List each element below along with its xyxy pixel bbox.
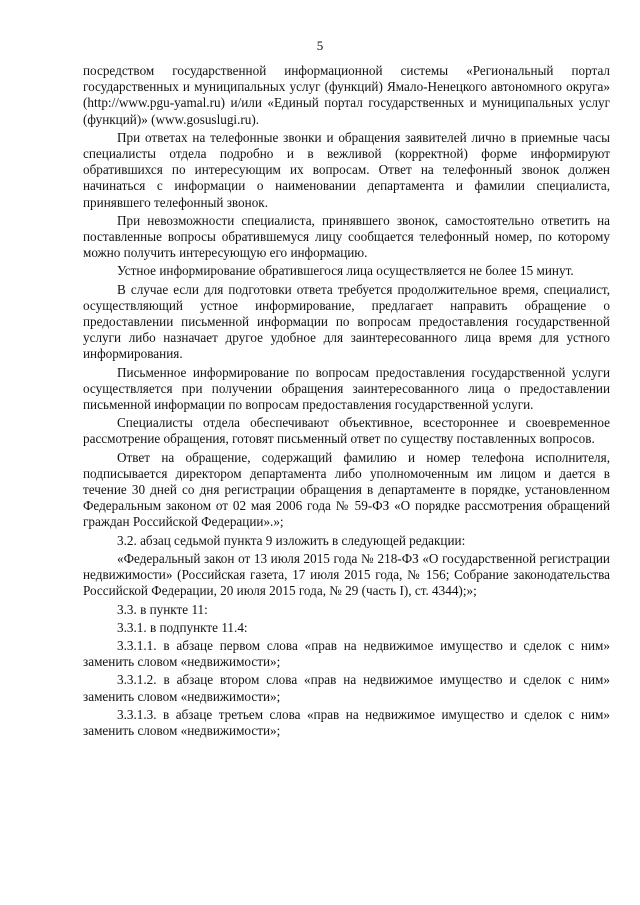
paragraph-5: В случае если для подготовки ответа требуется продолжительное время, специалист, осуществляющий устное информирование, предлагает направить обращение о предоставлении письменной информации по вопросам предоставления государственной услуги либо назначает другое удобное для заинтересованного лица время для устного информирования. [83, 281, 610, 362]
paragraph-8: Ответ на обращение, содержащий фамилию и номер телефона исполнителя, подписывается директором департамента либо уполномоченным им лицом и дается в течение 30 дней со дня регистрации обращения в департаменте в порядке, установленном Федеральным законом от 02 мая 2006 года № 59-ФЗ «О порядке рассмотрения обращений граждан Российской Федерации».»; [83, 449, 610, 530]
paragraph-12: 3.3.1. в подпункте 11.4: [117, 619, 248, 635]
paragraph-2: При ответах на телефонные звонки и обращения заявителей лично в приемные часы специалисты отдела подробно и в вежливой (корректной) форме информируют обратившихся по интересующим их вопросам. Ответ на телефонный звонок должен начинаться с информации о наименовании департамента и фамилии специалиста, принявшего телефонный звонок. [83, 129, 610, 210]
paragraph-1: посредством государственной информационной системы «Региональный портал государственных и муниципальных услуг (функций) Ямало-Ненецкого автономного округа» (http://www.pgu-yamal.ru) и/или «Единый портал государственных и муниципальных услуг (функций)» (www.gosuslugi.ru). [83, 63, 610, 127]
paragraph-11: 3.3. в пункте 11: [117, 601, 208, 617]
document-body [83, 63, 610, 741]
paragraph-13: 3.3.1.1. в абзаце первом слова «прав на недвижимое имущество и сделок с ним» заменить словом «недвижимости»; [83, 637, 610, 670]
page-number: 5 [316, 38, 324, 53]
paragraph-7: Специалисты отдела обеспечивают объективное, всестороннее и своевременное рассмотрение обращения, готовят письменный ответ по существу поставленных вопросов. [83, 415, 610, 447]
paragraph-3: При невозможности специалиста, принявшего звонок, самостоятельно ответить на поставленные вопросы обратившемуся лицу сообщается телефонный номер, по которому можно получить интересующую его информацию. [83, 212, 610, 261]
paragraph-14: 3.3.1.2. в абзаце втором слова «прав на недвижимое имущество и сделок с ним» заменить словом «недвижимости»; [83, 672, 610, 704]
paragraph-10: «Федеральный закон от 13 июля 2015 года № 218-ФЗ «О государственной регистрации недвижимости» (Российская газета, 17 июля 2015 года, № 156; Собрание законодательства Российской Федерации, 20 июля 2015 года, № 29 (часть I), ст. 4344);»; [83, 550, 610, 599]
paragraph-6: Письменное информирование по вопросам предоставления государственной услуги осуществляется при получении обращения заинтересованного лица о предоставлении письменной информации по вопросам предоставления государственной услуги. [83, 364, 610, 413]
paragraph-9: 3.2. абзац седьмой пункта 9 изложить в следующей редакции: [117, 532, 466, 548]
paragraph-15: 3.3.1.3. в абзаце третьем слова «прав на недвижимое имущество и сделок с ним» заменить словом «недвижимости»; [83, 706, 610, 738]
paragraph-4: Устное информирование обратившегося лица осуществляется не более 15 минут. [117, 263, 574, 279]
